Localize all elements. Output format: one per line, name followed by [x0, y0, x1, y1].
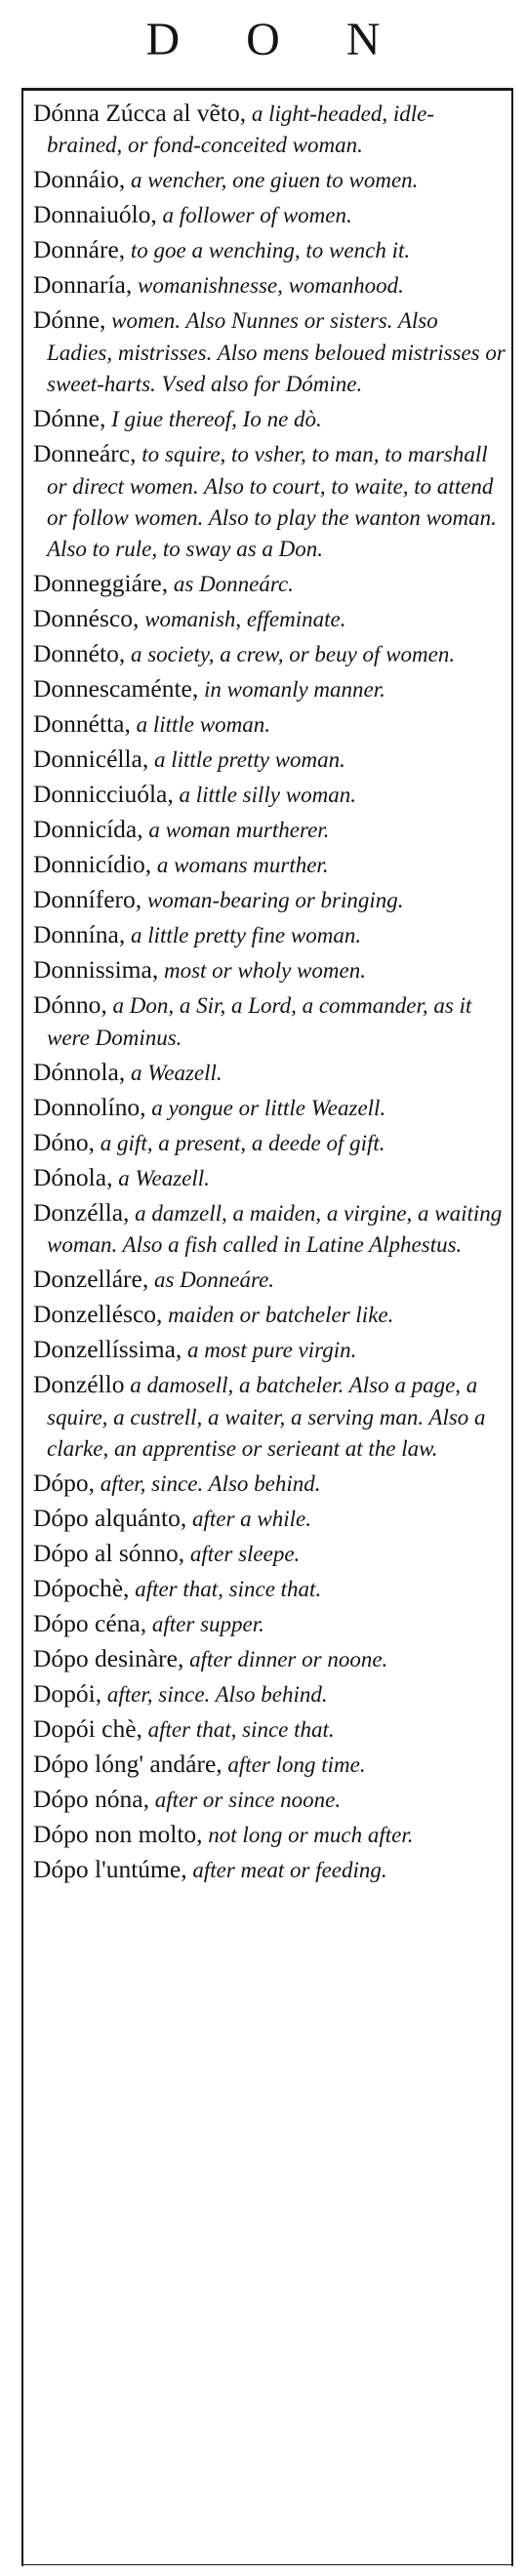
definition: a yongue or little Weazell. — [145, 1095, 386, 1120]
dictionary-entry — [33, 673, 507, 704]
headword: Donnescaménte, — [33, 674, 199, 704]
headword: Dópo nóna, — [33, 1785, 149, 1814]
definition: a Don, a Sir, a Lord, a commander, as it were Dominus. — [47, 993, 472, 1050]
dictionary-entry — [33, 1264, 507, 1295]
top-rule — [21, 88, 513, 91]
dictionary-entry — [33, 603, 507, 634]
headword: Dópo l'untúme, — [33, 1855, 187, 1884]
dictionary-entry — [33, 1092, 507, 1123]
definition: after supper. — [146, 1612, 264, 1637]
dictionary-entry — [33, 814, 507, 845]
headword: Dopói, — [33, 1679, 102, 1709]
definition: to squire, to vsher, to man, to marshall or direct women. Also to court, to waite, to attend or follow women. Also to play the wanton woman. Also to rule, to sway as a Don. — [47, 442, 497, 562]
dictionary-entry — [33, 638, 507, 669]
definition: a wencher, one giuen to women. — [125, 168, 419, 193]
dictionary-entry — [33, 1713, 507, 1745]
headword: Donzellésco, — [33, 1300, 163, 1329]
dictionary-entry — [33, 1057, 507, 1088]
dictionary-entry — [33, 954, 507, 986]
headword: Dópo desinàre, — [33, 1644, 184, 1673]
definition: to goe a wenching, to wench it. — [125, 238, 411, 263]
headword: Dópo non molto, — [33, 1820, 203, 1849]
dictionary-entry — [33, 1369, 507, 1464]
headword: Dópo céna, — [33, 1609, 147, 1638]
definition: after, since. Also behind. — [101, 1682, 328, 1708]
headword: Donnicélla, — [33, 745, 149, 774]
dictionary-entry — [33, 438, 507, 565]
left-rule — [21, 88, 23, 2566]
page-header: D O N — [145, 14, 408, 65]
headword: Dópo, — [33, 1469, 96, 1498]
headword: Donneárc, — [33, 439, 137, 468]
dictionary-entry — [33, 568, 507, 599]
definition: a woman murtherer. — [142, 818, 330, 843]
dictionary-entry — [33, 1608, 507, 1639]
headword: Donnétta, — [33, 709, 131, 739]
dictionary-entry — [33, 779, 507, 810]
headword: Donnissima, — [33, 955, 159, 985]
definition: a Weazell. — [112, 1165, 210, 1190]
dictionary-entry — [33, 1749, 507, 1780]
dictionary-entry — [33, 849, 507, 880]
definition: women. Also Nunnes or sisters. Also Ladies, mistrisses. Also mens beloued mistrisses or sweet-harts. Vsed also for Dómine. — [47, 308, 506, 397]
dictionary-entry — [33, 744, 507, 775]
definition: a society, a crew, or beuy of women. — [125, 642, 456, 667]
headword: Donnáre, — [33, 235, 126, 264]
headword: Dópo lóng' andáre, — [33, 1750, 223, 1779]
headword: Donzélla, — [33, 1197, 130, 1227]
dictionary-entry — [33, 304, 507, 399]
definition: a gift, a present, a deede of gift. — [95, 1130, 385, 1155]
definition: woman-bearing or bringing. — [142, 888, 404, 913]
definition: womanishnesse, womanhood. — [132, 273, 404, 299]
headword: Donnicciuóla, — [33, 780, 174, 809]
dictionary-entry — [33, 1784, 507, 1815]
definition: a most pure virgin. — [182, 1338, 357, 1363]
definition: not long or much after. — [202, 1823, 414, 1848]
dictionary-entry — [33, 98, 507, 161]
definition: a womans murther. — [151, 853, 329, 878]
definition: most or wholy women. — [158, 958, 366, 984]
definition: maiden or batcheler like. — [162, 1303, 394, 1328]
definition: a light-headed, idle-brained, or fond-conceited woman. — [47, 101, 434, 158]
headword: Dópo al sónno, — [33, 1539, 185, 1568]
dictionary-entry — [33, 1503, 507, 1534]
definition: after dinner or noone. — [183, 1647, 388, 1672]
dictionary-entry — [33, 164, 507, 195]
headword: Dópo alquánto, — [33, 1504, 187, 1533]
headword: Dópochè, — [33, 1574, 130, 1603]
headword: Dóno, — [33, 1127, 96, 1156]
definition: after that, since that. — [129, 1577, 322, 1602]
dictionary-entry — [33, 919, 507, 950]
headword: Donzéllo — [33, 1370, 125, 1399]
headword: Dónola, — [33, 1162, 113, 1191]
headword: Donnolíno, — [33, 1092, 146, 1121]
dictionary-entry — [33, 234, 507, 265]
headword: Dónnola, — [33, 1057, 126, 1086]
dictionary-entry — [33, 1334, 507, 1365]
definition: as Donneárc. — [168, 572, 294, 597]
definition: after that, since that. — [142, 1717, 335, 1743]
headword: Donnicída, — [33, 815, 143, 844]
definition: a little pretty woman. — [148, 747, 345, 773]
definition: after or since noone. — [148, 1788, 342, 1813]
definition: a little pretty fine woman. — [125, 923, 362, 948]
definition: after sleepe. — [184, 1542, 301, 1567]
headword: Dónne, — [33, 404, 106, 433]
definition: a follower of women. — [156, 203, 352, 228]
dictionary-entry — [33, 884, 507, 915]
headword: Dónna Zúcca al vẽto, — [33, 99, 247, 127]
dictionary-entry — [33, 1197, 507, 1261]
dictionary-entry — [33, 1678, 507, 1710]
dictionary-entry — [33, 269, 507, 301]
dictionary-entry — [33, 1854, 507, 1885]
entry-list — [33, 98, 507, 1889]
definition: as Donneáre. — [148, 1268, 275, 1293]
definition: after a while. — [186, 1507, 312, 1532]
dictionary-entry — [33, 1468, 507, 1499]
headword: Donneggiáre, — [33, 569, 169, 598]
headword: Dónne, — [33, 305, 106, 335]
headword: Donnáio, — [33, 165, 126, 194]
headword: Donzelláre, — [33, 1265, 149, 1294]
headword: Donnína, — [33, 920, 126, 949]
headword: Donnaría, — [33, 270, 133, 300]
definition: a Weazell. — [125, 1060, 223, 1085]
dictionary-entry — [33, 1162, 507, 1193]
headword: Donzellíssima, — [33, 1335, 182, 1364]
definition: a damzell, a maiden, a virgine, a waiting woman. Also a fish called in Latine Alphestus. — [47, 1200, 503, 1258]
definition: womanish, effeminate. — [139, 607, 346, 632]
definition: in womanly manner. — [198, 677, 385, 703]
dictionary-entry — [33, 1573, 507, 1604]
dictionary-entry — [33, 1127, 507, 1158]
dictionary-entry — [33, 989, 507, 1053]
dictionary-entry — [33, 708, 507, 740]
definition: a damosell, a batcheler. Also a page, a squire, a custrell, a waiter, a serving man. Also a clarke, an apprentise or serieant at the law. — [47, 1373, 486, 1462]
definition: a little silly woman. — [173, 783, 356, 808]
headword: Donnésco, — [33, 604, 140, 633]
dictionary-entry — [33, 1538, 507, 1569]
dictionary-entry — [33, 1299, 507, 1330]
dictionary-entry — [33, 199, 507, 230]
definition: I giue thereof, Io ne dò. — [105, 407, 322, 432]
dictionary-entry — [33, 1819, 507, 1850]
headword: Donnífero, — [33, 885, 142, 914]
headword: Donnicídio, — [33, 850, 152, 879]
definition: after, since. Also behind. — [95, 1471, 321, 1497]
definition: after meat or feeding. — [186, 1858, 387, 1883]
definition: a little woman. — [130, 712, 270, 738]
right-rule — [511, 88, 513, 2566]
dictionary-entry — [33, 1643, 507, 1674]
headword: Donnaiuólo, — [33, 200, 157, 229]
definition: after long time. — [222, 1752, 366, 1778]
bottom-rule — [21, 2564, 513, 2565]
dictionary-entry — [33, 403, 507, 434]
headword: Donnéto, — [33, 639, 126, 668]
headword: Dopói chè, — [33, 1714, 142, 1744]
headword: Dónno, — [33, 990, 107, 1020]
